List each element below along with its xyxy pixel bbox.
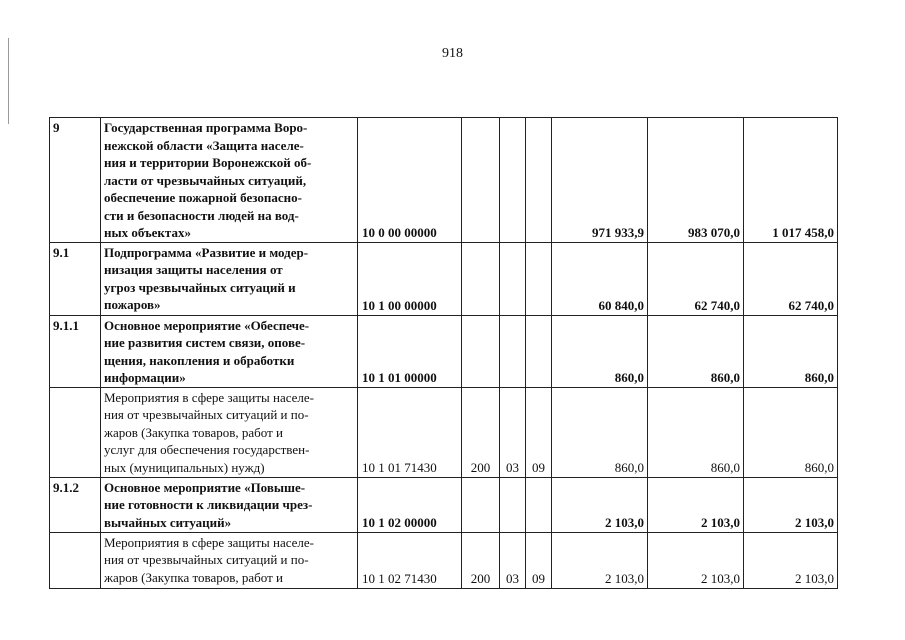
amount-year-1: 860,0 [552,387,648,477]
name-line: услуг для обеспечения государствен- [104,442,310,457]
row-number: 9.1 [50,242,101,315]
subsection-code [526,118,552,243]
name-line: Основное мероприятие «Обеспече- [104,317,310,333]
name-line: Основное мероприятие «Повыше- [104,479,306,495]
amount-year-2: 2 103,0 [648,477,744,532]
row-number [50,387,101,477]
row-name [101,477,358,532]
name-line: ния и территории Воронежской об- [104,155,312,170]
amount-year-1: 60 840,0 [552,242,648,315]
name-line: жаров (Закупка товаров, работ и [104,569,283,585]
subsection-code: 09 [526,387,552,477]
amount-year-3: 62 740,0 [744,242,838,315]
name-line: ласти от чрезвычайных ситуаций, [104,172,307,188]
expense-type [462,315,500,387]
row-name [101,118,358,243]
budget-code: 10 1 00 00000 [358,242,462,315]
name-line: Подпрограмма «Развитие и модер- [104,244,309,260]
expense-type [462,118,500,243]
table-row [50,387,838,477]
amount-year-3: 860,0 [744,315,838,387]
section-code: 03 [500,387,526,477]
name-line: Мероприятия в сфере защиты населе- [104,389,314,405]
name-line: ных (муниципальных) нужд) [104,459,265,475]
table-row [50,118,838,243]
name-line: сти и безопасности людей на вод- [104,207,299,223]
amount-year-2: 860,0 [648,315,744,387]
amount-year-2: 62 740,0 [648,242,744,315]
name-line: обеспечение пожарной безопасно- [104,190,302,205]
budget-code: 10 1 02 00000 [358,477,462,532]
amount-year-3: 1 017 458,0 [744,118,838,243]
name-line: ние готовности к ликвидации чрез- [104,497,313,512]
budget-table [49,117,838,589]
amount-year-1: 860,0 [552,315,648,387]
amount-year-2: 983 070,0 [648,118,744,243]
expense-type: 200 [462,532,500,588]
budget-code: 10 1 02 71430 [358,532,462,588]
page-number: 918 [442,46,463,61]
subsection-code [526,477,552,532]
section-code [500,242,526,315]
section-code: 03 [500,532,526,588]
row-number: 9.1.2 [50,477,101,532]
amount-year-2: 860,0 [648,387,744,477]
row-name [101,242,358,315]
amount-year-2: 2 103,0 [648,532,744,588]
row-name [101,532,358,588]
name-line: ние развития систем связи, опове- [104,335,306,350]
row-number: 9.1.1 [50,315,101,387]
section-code [500,477,526,532]
table-row [50,477,838,532]
name-line: угроз чрезвычайных ситуаций и [104,279,296,295]
name-line: Государственная программа Воро- [104,120,308,135]
row-number: 9 [50,118,101,243]
row-name [101,315,358,387]
expense-type [462,242,500,315]
amount-year-3: 2 103,0 [744,532,838,588]
table-row [50,315,838,387]
subsection-code [526,242,552,315]
table-row [50,532,838,588]
amount-year-3: 2 103,0 [744,477,838,532]
name-line: вычайных ситуаций» [104,514,232,530]
amount-year-1: 971 933,9 [552,118,648,243]
name-line: Мероприятия в сфере защиты населе- [104,534,314,550]
budget-code: 10 0 00 00000 [358,118,462,243]
section-code [500,315,526,387]
name-line: щения, накопления и обработки [104,352,295,368]
name-line: нежской области «Защита населе- [104,137,304,153]
name-line: ных объектах» [104,225,191,240]
budget-code: 10 1 01 00000 [358,315,462,387]
name-line: ния от чрезвычайных ситуаций и по- [104,407,309,422]
budget-code: 10 1 01 71430 [358,387,462,477]
expense-type: 200 [462,387,500,477]
name-line: информации» [104,370,186,385]
name-line: жаров (Закупка товаров, работ и [104,424,283,440]
name-line: пожаров» [104,297,161,312]
amount-year-1: 2 103,0 [552,477,648,532]
row-name [101,387,358,477]
table-row [50,242,838,315]
row-number [50,532,101,588]
expense-type [462,477,500,532]
name-line: низация защиты населения от [104,262,283,277]
amount-year-3: 860,0 [744,387,838,477]
section-code [500,118,526,243]
subsection-code: 09 [526,532,552,588]
amount-year-1: 2 103,0 [552,532,648,588]
name-line: ния от чрезвычайных ситуаций и по- [104,552,309,567]
subsection-code [526,315,552,387]
